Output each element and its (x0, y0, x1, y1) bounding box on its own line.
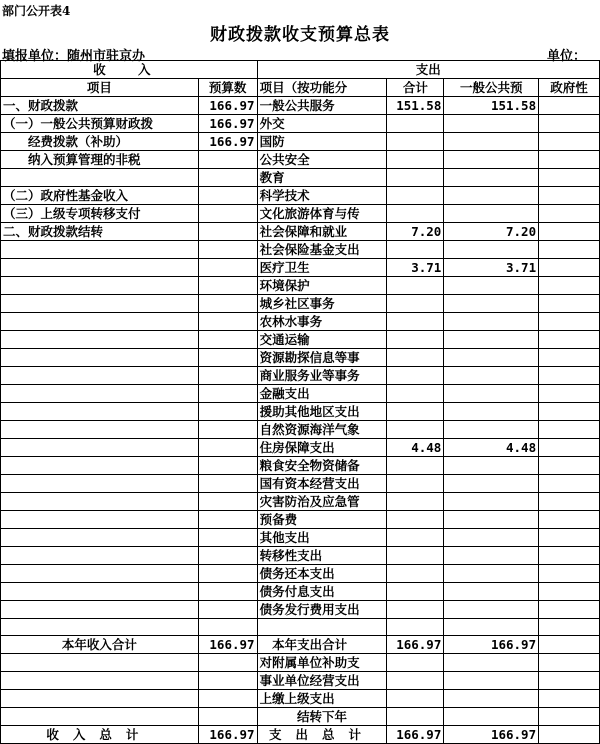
table-row (1, 169, 600, 187)
expense-total (387, 115, 444, 133)
table-row (1, 493, 600, 511)
expense-total: 4.48 (387, 439, 444, 457)
income-amount (198, 565, 257, 583)
expense-general (444, 241, 539, 259)
income-item (1, 277, 199, 295)
expense-general (444, 457, 539, 475)
table-row (1, 241, 600, 259)
table-row (1, 636, 600, 654)
income-amount: 166.97 (198, 636, 257, 654)
income-amount (198, 708, 257, 726)
expense-item: 国防 (257, 133, 387, 151)
income-amount (198, 169, 257, 187)
expense-item: 科学技术 (257, 187, 387, 205)
expense-general (444, 295, 539, 313)
income-item (1, 259, 199, 277)
expense-item: 社会保险基金支出 (257, 241, 387, 259)
income-amount: 166.97 (198, 133, 257, 151)
income-amount (198, 511, 257, 529)
expense-item: 自然资源海洋气象 (257, 421, 387, 439)
income-amount (198, 403, 257, 421)
expense-gov-fund (539, 672, 600, 690)
income-item (1, 583, 199, 601)
income-item (1, 654, 199, 672)
income-amount (198, 529, 257, 547)
header-row-2 (1, 79, 600, 97)
table-row (1, 115, 600, 133)
expense-item: 转移性支出 (257, 547, 387, 565)
income-item (1, 708, 199, 726)
expense-total (387, 619, 444, 636)
expense-total (387, 493, 444, 511)
expense-total: 151.58 (387, 97, 444, 115)
income-item (1, 565, 199, 583)
expense-total (387, 187, 444, 205)
expense-gov-fund (539, 708, 600, 726)
page-title: 财政拨款收支预算总表 (210, 25, 390, 45)
reporting-unit: 填报单位：随州市驻京办 (2, 49, 146, 64)
expense-item (257, 619, 387, 636)
expense-item: 本年支出合计 (257, 636, 387, 654)
table-row (1, 385, 600, 403)
expense-gov-fund (539, 241, 600, 259)
income-item (1, 619, 199, 636)
income-item (1, 385, 199, 403)
income-amount (198, 151, 257, 169)
income-item (1, 421, 199, 439)
expense-item: 上缴上级支出 (257, 690, 387, 708)
general-header: 一般公共预 (444, 79, 539, 97)
expense-total (387, 547, 444, 565)
table-row (1, 277, 600, 295)
expense-item: 住房保障支出 (257, 439, 387, 457)
table-row (1, 708, 600, 726)
income-item: （二）政府性基金收入 (1, 187, 199, 205)
table-row (1, 97, 600, 115)
expense-gov-fund (539, 169, 600, 187)
table-body (1, 61, 600, 744)
expense-gov-fund (539, 331, 600, 349)
expense-gov-fund (539, 690, 600, 708)
expense-gov-fund (539, 187, 600, 205)
expense-total (387, 241, 444, 259)
expense-gov-fund (539, 385, 600, 403)
expense-total (387, 565, 444, 583)
income-item: （三）上级专项转移支付 (1, 205, 199, 223)
income-item (1, 493, 199, 511)
income-amount (198, 349, 257, 367)
expense-total (387, 511, 444, 529)
table-row (1, 475, 600, 493)
table-row (1, 511, 600, 529)
income-item (1, 331, 199, 349)
income-amount (198, 690, 257, 708)
expense-gov-fund (539, 475, 600, 493)
table-row (1, 547, 600, 565)
income-item: 一、财政拨款 (1, 97, 199, 115)
expense-general (444, 493, 539, 511)
income-amount (198, 475, 257, 493)
expense-general (444, 133, 539, 151)
expense-general (444, 187, 539, 205)
expense-header: 支出 (257, 61, 599, 79)
table-row (1, 457, 600, 475)
expense-general: 151.58 (444, 97, 539, 115)
expense-gov-fund (539, 493, 600, 511)
expense-general (444, 403, 539, 421)
expense-total (387, 708, 444, 726)
expense-gov-fund (539, 349, 600, 367)
table-row (1, 205, 600, 223)
expense-general (444, 331, 539, 349)
expense-gov-fund (539, 439, 600, 457)
expense-general (444, 529, 539, 547)
income-amount (198, 439, 257, 457)
expense-gov-fund (539, 223, 600, 241)
expense-item: 债务还本支出 (257, 565, 387, 583)
expense-gov-fund (539, 403, 600, 421)
table-row (1, 690, 600, 708)
income-amount (198, 672, 257, 690)
income-item (1, 439, 199, 457)
expense-item: 资源勘探信息等事 (257, 349, 387, 367)
expense-total (387, 277, 444, 295)
table-row (1, 421, 600, 439)
expense-general: 7.20 (444, 223, 539, 241)
expense-total (387, 133, 444, 151)
income-item-header: 项目 (1, 79, 199, 97)
income-item: （一）一般公共预算财政拨 (1, 115, 199, 133)
expense-total (387, 349, 444, 367)
expense-total (387, 367, 444, 385)
expense-general (444, 565, 539, 583)
income-amount (198, 547, 257, 565)
budget-table (0, 60, 600, 744)
income-item: 二、财政拨款结转 (1, 223, 199, 241)
expense-gov-fund (539, 654, 600, 672)
expense-general (444, 690, 539, 708)
expense-grand-total: 166.97 (387, 726, 444, 744)
budget-header: 预算数 (198, 79, 257, 97)
expense-general (444, 583, 539, 601)
expense-gov-fund (539, 636, 600, 654)
expense-item: 其他支出 (257, 529, 387, 547)
expense-item: 交通运输 (257, 331, 387, 349)
expense-item: 事业单位经营支出 (257, 672, 387, 690)
income-item (1, 295, 199, 313)
expense-general (444, 151, 539, 169)
income-amount (198, 421, 257, 439)
expense-general (444, 511, 539, 529)
income-amount (198, 493, 257, 511)
income-amount (198, 331, 257, 349)
income-item: 纳入预算管理的非税 (1, 151, 199, 169)
income-item (1, 601, 199, 619)
income-amount (198, 295, 257, 313)
expense-general (444, 547, 539, 565)
expense-gov-fund (539, 151, 600, 169)
doc-tag: 部门公开表4 (2, 4, 71, 18)
income-item (1, 529, 199, 547)
income-amount (198, 385, 257, 403)
income-item (1, 349, 199, 367)
table-row (1, 295, 600, 313)
income-item (1, 457, 199, 475)
table-row (1, 187, 600, 205)
expense-item: 金融支出 (257, 385, 387, 403)
expense-item: 环境保护 (257, 277, 387, 295)
expense-total (387, 313, 444, 331)
func-item-header: 项目（按功能分 (257, 79, 387, 97)
table-row (1, 583, 600, 601)
expense-item: 文化旅游体育与传 (257, 205, 387, 223)
expense-item: 农林水事务 (257, 313, 387, 331)
income-amount (198, 583, 257, 601)
expense-general (444, 367, 539, 385)
income-item (1, 690, 199, 708)
expense-general (444, 421, 539, 439)
expense-general (444, 672, 539, 690)
table-row (1, 313, 600, 331)
expense-general (444, 205, 539, 223)
income-amount (198, 223, 257, 241)
expense-item: 商业服务业等事务 (257, 367, 387, 385)
expense-item: 公共安全 (257, 151, 387, 169)
table-row (1, 654, 600, 672)
income-item (1, 313, 199, 331)
table-row (1, 349, 600, 367)
expense-total (387, 457, 444, 475)
footer-row (1, 726, 600, 744)
expense-item: 一般公共服务 (257, 97, 387, 115)
expense-total (387, 690, 444, 708)
unit-label: 单位： (546, 49, 586, 64)
income-amount: 166.97 (198, 97, 257, 115)
expense-general (444, 601, 539, 619)
expense-gov-fund (539, 367, 600, 385)
table-row (1, 223, 600, 241)
expense-gov-fund (539, 97, 600, 115)
income-grand-total: 166.97 (198, 726, 257, 744)
expense-total: 3.71 (387, 259, 444, 277)
expense-item: 国有资本经营支出 (257, 475, 387, 493)
table-row (1, 565, 600, 583)
expense-total (387, 672, 444, 690)
total-header: 合计 (387, 79, 444, 97)
expense-gov-fund (539, 565, 600, 583)
expense-grand-total-label: 支出总计 (257, 726, 387, 744)
income-item (1, 367, 199, 385)
income-amount (198, 187, 257, 205)
income-amount (198, 601, 257, 619)
expense-general (444, 277, 539, 295)
table-row (1, 259, 600, 277)
income-amount (198, 367, 257, 385)
expense-total (387, 205, 444, 223)
expense-total (387, 529, 444, 547)
expense-item: 债务发行费用支出 (257, 601, 387, 619)
income-item (1, 475, 199, 493)
income-amount (198, 313, 257, 331)
income-amount (198, 654, 257, 672)
income-amount (198, 277, 257, 295)
income-header: 收 入 (1, 61, 258, 79)
expense-item: 援助其他地区支出 (257, 403, 387, 421)
expense-gov-fund (539, 133, 600, 151)
income-item: 本年收入合计 (1, 636, 199, 654)
expense-gov-fund (539, 547, 600, 565)
expense-general (444, 313, 539, 331)
income-amount (198, 457, 257, 475)
expense-general (444, 619, 539, 636)
expense-item: 结转下年 (257, 708, 387, 726)
expense-total (387, 385, 444, 403)
expense-total (387, 331, 444, 349)
expense-general (444, 708, 539, 726)
table-row (1, 133, 600, 151)
expense-item: 医疗卫生 (257, 259, 387, 277)
income-amount (198, 205, 257, 223)
income-item (1, 403, 199, 421)
expense-general: 4.48 (444, 439, 539, 457)
expense-gov-fund (539, 295, 600, 313)
income-amount (198, 241, 257, 259)
expense-total (387, 601, 444, 619)
income-item (1, 672, 199, 690)
expense-item: 城乡社区事务 (257, 295, 387, 313)
expense-item: 社会保障和就业 (257, 223, 387, 241)
income-item: 经费拨款（补助） (1, 133, 199, 151)
expense-total (387, 151, 444, 169)
expense-total (387, 169, 444, 187)
expense-total: 166.97 (387, 636, 444, 654)
gov-fund-header: 政府性 (539, 79, 600, 97)
table-row (1, 601, 600, 619)
header-row-1 (1, 61, 600, 79)
income-grand-total-label: 收入总计 (1, 726, 199, 744)
expense-total (387, 475, 444, 493)
expense-general (444, 115, 539, 133)
expense-gov-fund (539, 277, 600, 295)
expense-item: 对附属单位补助支 (257, 654, 387, 672)
expense-item: 外交 (257, 115, 387, 133)
income-item (1, 169, 199, 187)
expense-gov-fund (539, 457, 600, 475)
expense-item: 预备费 (257, 511, 387, 529)
expense-item: 粮食安全物资储备 (257, 457, 387, 475)
expense-gov-grand-total (539, 726, 600, 744)
expense-total: 7.20 (387, 223, 444, 241)
expense-general-grand-total: 166.97 (444, 726, 539, 744)
table-row (1, 619, 600, 636)
table-row (1, 439, 600, 457)
table-row (1, 331, 600, 349)
expense-gov-fund (539, 205, 600, 223)
expense-total (387, 295, 444, 313)
expense-general (444, 654, 539, 672)
table-row (1, 151, 600, 169)
expense-general (444, 385, 539, 403)
income-item (1, 241, 199, 259)
expense-gov-fund (539, 421, 600, 439)
expense-item: 教育 (257, 169, 387, 187)
table-row (1, 672, 600, 690)
expense-general: 3.71 (444, 259, 539, 277)
income-item (1, 547, 199, 565)
expense-gov-fund (539, 115, 600, 133)
expense-total (387, 403, 444, 421)
expense-general (444, 169, 539, 187)
income-amount: 166.97 (198, 115, 257, 133)
expense-gov-fund (539, 619, 600, 636)
table-row (1, 529, 600, 547)
expense-total (387, 583, 444, 601)
expense-general (444, 349, 539, 367)
income-item (1, 511, 199, 529)
expense-total (387, 421, 444, 439)
expense-general: 166.97 (444, 636, 539, 654)
expense-item: 灾害防治及应急管 (257, 493, 387, 511)
expense-general (444, 475, 539, 493)
expense-gov-fund (539, 529, 600, 547)
expense-gov-fund (539, 601, 600, 619)
table-row (1, 367, 600, 385)
expense-gov-fund (539, 259, 600, 277)
income-amount (198, 619, 257, 636)
expense-gov-fund (539, 583, 600, 601)
expense-total (387, 654, 444, 672)
expense-item: 债务付息支出 (257, 583, 387, 601)
income-amount (198, 259, 257, 277)
expense-gov-fund (539, 313, 600, 331)
expense-gov-fund (539, 511, 600, 529)
table-row (1, 403, 600, 421)
